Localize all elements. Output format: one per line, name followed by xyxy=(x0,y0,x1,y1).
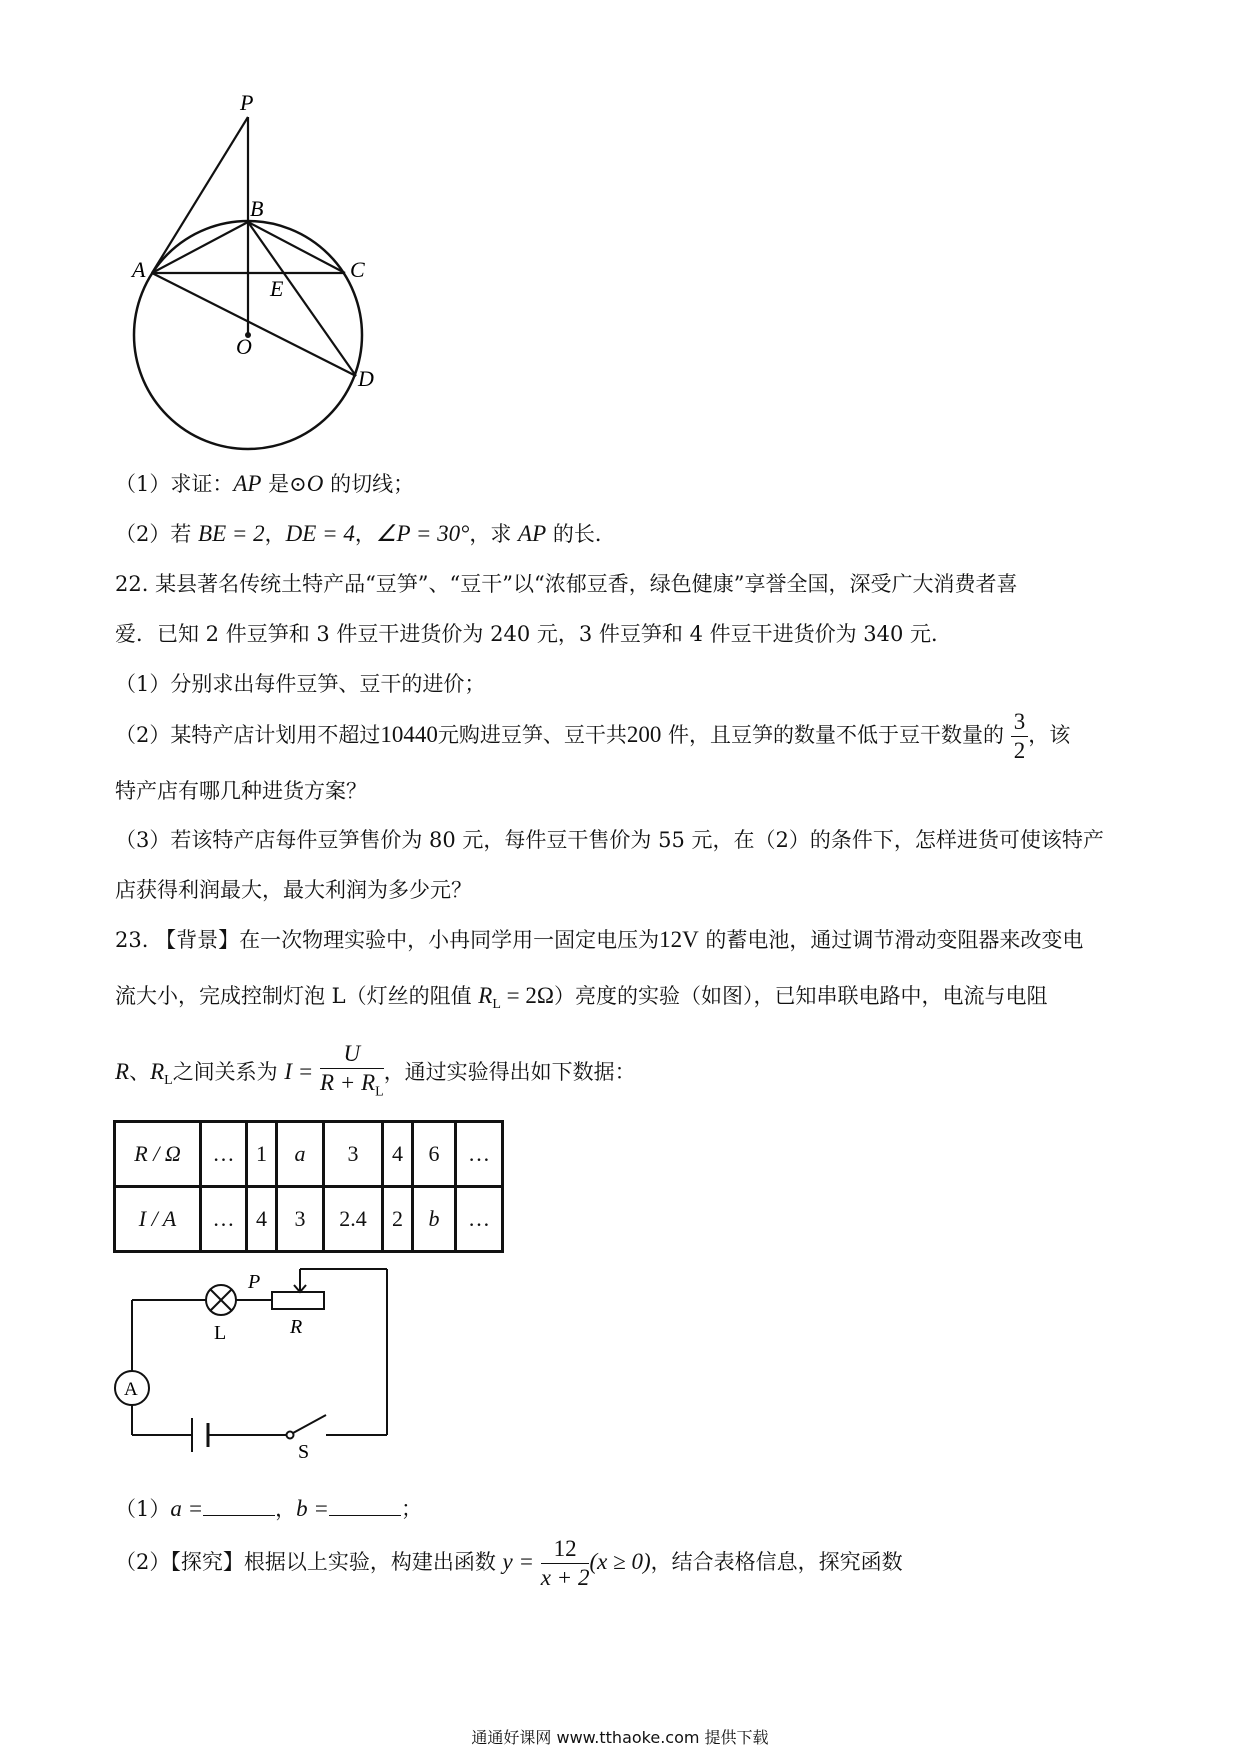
label-lamp: L xyxy=(214,1322,227,1344)
q23-line1: 23. 【背景】在一次物理实验中，小冉同学用一固定电压为12V 的蓄电池，通过调节滑动变阻器来改变电 xyxy=(115,927,1084,952)
data-table xyxy=(113,1120,504,1253)
fraction-three-halves: $\frac{3}{2}$ xyxy=(1011,708,1029,765)
q22-part2: （2）某特产店计划用不超过10440元购进豆笋、豆干共200 件，且豆笋的数量不低于豆干数量的 $\frac{3}{2}$ ，该 xyxy=(115,709,1071,763)
q22-line2: 爱．已知 2 件豆笋和 3 件豆干进货价为 240 元，3 件豆笋和 4 件豆干进货价为 340 元． xyxy=(115,622,953,646)
label-c: C xyxy=(350,257,365,282)
label-p-slider: P xyxy=(248,1271,261,1293)
q22-part1: （1）分别求出每件豆笋、豆干的进价； xyxy=(115,672,486,696)
table-cell: 6 xyxy=(413,1122,456,1187)
table-cell: … xyxy=(456,1187,503,1252)
answer-blank-a[interactable] xyxy=(203,1495,275,1516)
table-cell: 1 xyxy=(247,1122,277,1187)
segment-bd xyxy=(248,222,356,376)
table-cell: … xyxy=(201,1122,247,1187)
table-cell: 3 xyxy=(277,1187,324,1252)
table-cell: 4 xyxy=(383,1122,413,1187)
q23-line2: 流大小，完成控制灯泡 L（灯丝的阻值 $R_L = 2\Omega$）亮度的实验（如图），已知串联电路中，电流与电阻 xyxy=(115,983,1048,1013)
q22-part2-line2: 特产店有哪几种进货方案？ xyxy=(115,779,367,803)
table-row xyxy=(115,1187,503,1252)
segment-ap xyxy=(152,117,248,273)
switch-symbol xyxy=(287,1415,327,1439)
table-cell: R / Ω xyxy=(115,1122,201,1187)
table-cell: b xyxy=(413,1187,456,1252)
table-cell: 4 xyxy=(247,1187,277,1252)
q21-part2: （2）若 BE = 2，DE = 4，∠P = 30°，求 AP 的长． xyxy=(115,521,616,546)
label-p: P xyxy=(240,90,254,115)
label-a: A xyxy=(132,257,146,282)
circuit-diagram xyxy=(100,1255,410,1460)
table-cell: … xyxy=(456,1122,503,1187)
table-row xyxy=(115,1122,503,1187)
segment-ab xyxy=(152,222,248,273)
q23-part1: （1）a = ，b = ； xyxy=(115,1496,422,1521)
table-cell: 3 xyxy=(324,1122,383,1187)
rheostat-symbol xyxy=(272,1292,324,1309)
geometry-figure xyxy=(0,0,420,460)
footer-text: 通通好课网 www.tthaoke.com 提供下载 xyxy=(471,1728,769,1747)
table-cell: a xyxy=(277,1122,324,1187)
q23-line3: R、$R_L$之间关系为 I = $\frac{U}{R + R_L}$ ，通过实验得出如下数据： xyxy=(115,1040,636,1107)
segment-bc xyxy=(248,222,345,273)
fraction-current: $\frac{U}{R + R_L}$ xyxy=(320,1041,384,1100)
q22-part3-line1: （3）若该特产店每件豆笋售价为 80 元，每件豆干售价为 55 元，在（2）的条件下，怎样进货可使该特产 xyxy=(115,828,1104,852)
label-switch: S xyxy=(298,1441,310,1460)
segment-ad xyxy=(152,273,356,376)
q22-line1: 22. 某县著名传统土特产品“豆笋”、“豆干”以“浓郁豆香，绿色健康”享誉全国，深受广大消费者喜 xyxy=(115,572,1018,596)
q23-part2: （2）【探究】根据以上实验，构建出函数 y = $\frac{12}{x + 2}$ (x ≥ 0)，结合表格信息，探究函数 xyxy=(115,1536,903,1590)
table-cell: I / A xyxy=(115,1187,201,1252)
label-b: B xyxy=(250,196,264,221)
label-d: D xyxy=(358,366,374,391)
table-cell: 2 xyxy=(383,1187,413,1252)
table-cell: … xyxy=(201,1187,247,1252)
q21-part1: （1）求证：AP 是⊙O 的切线； xyxy=(115,471,415,496)
q22-part3-line2: 店获得利润最大，最大利润为多少元？ xyxy=(115,878,472,902)
table-cell: 2.4 xyxy=(324,1187,383,1252)
fraction-function: $\frac{12}{x + 2}$ xyxy=(540,1536,590,1590)
answer-blank-b[interactable] xyxy=(329,1495,401,1516)
label-e: E xyxy=(270,276,284,301)
label-r: R xyxy=(290,1316,303,1338)
label-ammeter: A xyxy=(124,1379,138,1400)
lamp-symbol xyxy=(206,1285,236,1315)
label-o: O xyxy=(236,334,252,359)
